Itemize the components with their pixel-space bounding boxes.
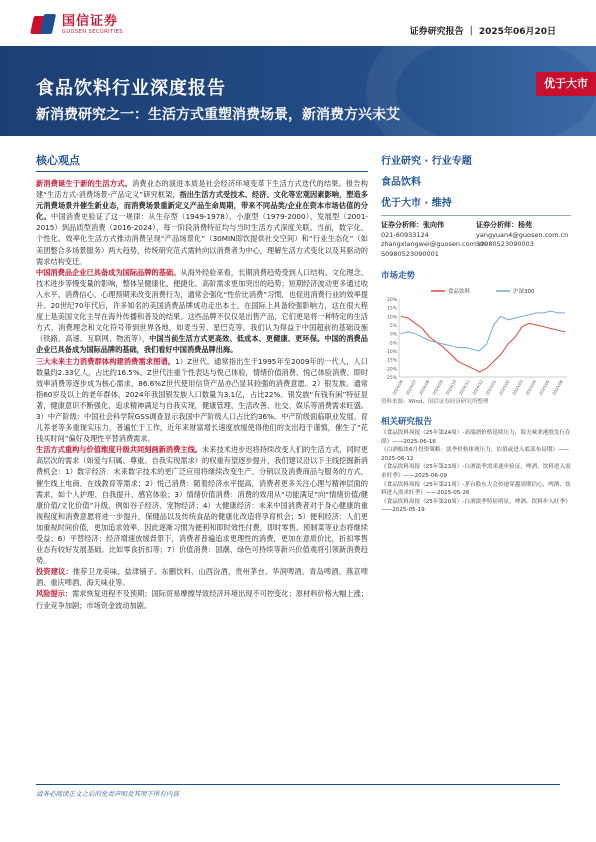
legend-label: 沪深300	[513, 289, 535, 295]
report-type-date: 证券研究报告 ｜ 2025年06月20日	[409, 27, 556, 37]
related-report-item[interactable]: 《食品饮料周报（25年第21周）-茅台股东大会传递穿越周期信心，啤酒、饮料进入需求旺季》——2025-05-26	[381, 481, 571, 497]
related-report-item[interactable]: 《食品饮料周报（25年第20周）-白酒淡季特征明显，啤酒、饮料步入旺季》——2025-05-19	[381, 498, 571, 514]
sidebar	[381, 152, 571, 515]
analyst-email[interactable]: yangyuan4@guosen.com.cn	[476, 230, 569, 239]
x-tick-label: 2024/11	[457, 379, 471, 395]
chart-source: 资料来源：Wind、国信证券经济研究所整理	[381, 399, 489, 405]
x-tick-label: 2024/06	[391, 379, 404, 395]
report-title: 食品饮料行业深度报告	[36, 78, 226, 99]
title-banner	[0, 46, 596, 136]
y-tick-label: -25%	[385, 376, 397, 381]
para-text: 中国消费史验证了这一规律：从生存型（1949-1978）、小康型（1979-2000）、发展型（2001-2015）到品质型消费（2016-2024），每一阶段消费特征均与当时生活方式深度关联。当前，数字化、个性化、效率化生活方式推动消费呈现“产品场景化”（30MIN即饮提供社交空间）和“行业生态化”（如美团整合多场景服务）两大趋势，传统研究范式需转向以消费者为中心，理解生活方式变化以及其驱动的需求结构变迁。	[36, 212, 368, 266]
paragraph-investment-advice	[36, 566, 368, 588]
para-lead: 新消费诞生于新的生活方式。	[36, 179, 132, 188]
rating-status: 优于大市 · 维持	[381, 198, 452, 209]
x-tick-label: 2025/04	[524, 379, 538, 395]
paragraph-risk-warning	[36, 588, 368, 610]
para-text: 未来技术进步迟将持续改变人们的生活方式，同时更高层次的需求（如爱与归属、尊重、自我实现需求）的权重有望逐步提升，我们建议沿以下主线挖掘新消费机会：1）数字经济：未来数字技术的更广泛应用将继续改变生产、分销以及消费商品与服务的方式，催生线上电商、在线教育等需求；2）悦己消费：随着经济水平提高，消费者更多关注心理与精神层面的需求，如个人护理、自我提升、感官体验；3）情绪价值消费：消费的效用从“功能满足”向“情绪价值/健康价值/文化价值”升级，例如谷子经济、宠物经济；4）大健康经济：未来中国消费者对于身心健康的重视程度和消费意愿将进一步提升，保健品以及传统食品的健康化改造将孕育机会；5）便利经济：人们更加重视时间价值，更加追求效率，因此逐渐习惯为便利和即时效性付费，即时零售、预制菜等业态将继续受益；6）平替经济：经济增速放缓背景下，消费者普遍追求更理性的消费，更加在意质价比，折扣零售业态有较好发展基础。比如零食折扣等；7）价值消费：国潮、绿色可持续等新兴价值观将引领新消费趋势。	[36, 445, 368, 566]
analyst-cert: S0980523090001	[381, 249, 439, 258]
logo-chinese-name: 国信证券	[62, 13, 119, 29]
market-trend-chart	[381, 285, 571, 395]
market-trend-svg	[381, 285, 571, 395]
analyst-label: 证券分析师：张向伟	[381, 221, 444, 229]
related-research-title: 相关研究报告	[381, 417, 433, 427]
analyst-label: 证券分析师：杨苑	[476, 221, 532, 229]
analyst-cert: S0980523090003	[476, 240, 534, 248]
y-tick-label: -20%	[385, 367, 397, 373]
x-tick-label: 2025/03	[511, 379, 524, 395]
paragraph-consumption-mainline	[36, 444, 368, 566]
logo-mark-icon	[30, 12, 56, 38]
para-lead: 风险提示：	[36, 589, 73, 599]
x-tick-label: 2024/08	[417, 379, 431, 395]
industry-name: 食品饮料	[381, 177, 421, 188]
y-tick-label: 10%	[386, 315, 397, 321]
series-line	[401, 311, 565, 351]
para-text: 1）Z世代。通常指出生于1995年至2009年的一代人，人口数量约2.33亿人，占比约16.5%。Z世代注重个性表达与悦己体验，情绪价值消费、悦己体验消费、即时效率消费等逐步成为核心需求，86.6%Z世代使用信贷产品亦凸显其较强的消费意愿。2）银发族。通常指60岁及以上的老年群体，2024年我国银发族人口数量为3.1亿，占比22%。银发族“有钱有闲”特征显著，健康意识不断强化，追求精神满足与自我实现，健康管理、生活改善、社交、娱乐等消费需求旺盛。3）中产阶级：中国社会科学院GSS调查显示我国中产阶级人口占比约36%。中产阶级面临职业发展、育儿养老等多重现实压力，普遍忙于工作，近年来财富增长速度放缓使得他们的支出趋于谨慎，催生了“花钱买时间”偏好及理性平替消费需求。	[36, 356, 368, 444]
y-tick-label: 5%	[389, 324, 397, 329]
para-bold: 中国当前生活方式更高效、低成本、更健康、更环保。中国的消费品企业已具备成为国际品牌的基础，我们看好中国消费品牌出海。	[36, 334, 368, 355]
para-text: 从海外经验来看，长期消费趋势受到人口结构、文化理念、技术进步等慢变量的影响，整体呈健康化、便捷化、高阶需求更加突出的趋势；短期经济波动更多通过收入水平、消费信心、心理预期来改变消费行为，通常会强化“性价比消费”习惯，也促进消费行业的效率提升。20世纪70年代后，许多知名的美国消费品牌成功走出本土，在国际上具备较强影响力，这在很大程度上是美国文化主导在海外传播和普及的结果。这些品牌不仅仅是出售产品，它们更是将一种特定的生活方式、消费理念和文化符号带到世界各地，如麦当劳、星巴克等。我们认为得益于中国超前的基础设施（铁路、高速、互联网、物流等），	[36, 267, 368, 344]
para-text: 推荐卫龙美味、盐津铺子、东鹏饮料、山西汾酒、贵州茅台、华润啤酒、青岛啤酒、燕京啤酒、重庆啤酒、海天味业等。	[36, 567, 368, 588]
para-lead: 生活方式重构与价值维度升级共同刻画新消费主线。	[36, 445, 203, 455]
logo-english-name: GUOSEN SECURITIES	[62, 28, 123, 35]
para-lead: 中国消费品企业已具备成为国际品牌的基础。	[36, 267, 181, 277]
x-tick-label: 2024/10	[444, 379, 458, 395]
y-tick-label: -10%	[385, 350, 397, 355]
x-tick-label: 2024/09	[431, 379, 444, 395]
paragraph-international-brand	[36, 267, 368, 356]
x-tick-label: 2025/02	[497, 379, 511, 395]
related-report-item[interactable]: 《食品饮料周报（25年第24周）-高端酒价格延续压力，海天味业港股发行在即》——2025-06-16	[381, 430, 571, 445]
brand-logo	[30, 12, 123, 38]
rating-tag: 优于大市	[536, 72, 596, 96]
y-tick-label: -5%	[388, 341, 397, 347]
related-research-list	[381, 429, 571, 515]
x-tick-label: 2025/01	[484, 379, 498, 395]
paragraph-new-lifestyle	[36, 178, 368, 267]
series-line	[401, 316, 565, 372]
y-tick-label: -15%	[385, 358, 397, 364]
related-report-item[interactable]: 《白酒板块6月投资策略：淡季价格体现压力，估值或进入底部布局期》——2025-06-12	[381, 447, 570, 462]
x-tick-label: 2025/06	[551, 379, 564, 395]
analyst-info	[381, 221, 571, 259]
report-category: 行业研究 · 行业专题	[381, 156, 472, 167]
page-header	[0, 0, 596, 46]
legend-label: 食品饮料	[448, 289, 471, 295]
analyst-tel: 021-60933124	[381, 230, 429, 239]
footer-disclaimer: 请务必阅读正文之后的免责声明及其项下所有内容	[36, 790, 179, 798]
report-subtitle: 新消费研究之一：生活方式重塑消费场景，新消费方兴未艾	[36, 107, 400, 123]
analyst-1	[381, 221, 486, 259]
x-tick-label: 2024/12	[471, 379, 484, 395]
core-view-title: 核心观点	[36, 152, 368, 172]
para-lead: 三大未来主力消费群体构建消费需求图谱。	[36, 356, 176, 366]
x-tick-label: 2024/07	[404, 379, 418, 395]
related-report-item[interactable]: 《食品饮料周报（25年第23周）-白酒淡季需求逐步验证，啤酒、饮料进入需求旺季》——2025-06-09	[381, 464, 571, 479]
paragraph-consumer-groups	[36, 356, 368, 445]
para-text: 消费业态的演进本质是社会经济环境变革下生活方式迭代的结果。报告构建“生活方式-消费场景-产品定义”研究框架，	[36, 179, 368, 200]
analyst-email[interactable]: zhangxiangwei@guosen.com.cn	[381, 240, 486, 248]
footer-divider	[36, 784, 560, 785]
y-tick-label: 20%	[386, 298, 397, 303]
y-tick-label: 0%	[389, 332, 397, 338]
analyst-2	[476, 221, 571, 259]
core-view-body	[36, 178, 368, 611]
y-tick-label: 15%	[386, 306, 397, 312]
x-tick-label: 2025/05	[537, 379, 551, 395]
para-bold: 指出生活方式受技术、经济、文化等宏观因素影响，塑造多元消费场景并催生新业态，而消费场景重新定义产品生命周期，带来不同品类/企业在资本市场估值的分化。	[36, 190, 368, 222]
para-lead: 投资建议：	[36, 567, 73, 577]
para-text: 需求恢复进程不及预期；国际贸易摩擦导致经济环境出现不可控变化；原材料价格大幅上涨；行业竞争加剧；市场资金波动加剧。	[36, 589, 368, 610]
core-view-section	[36, 152, 368, 611]
market-trend-title: 市场走势	[381, 271, 416, 281]
